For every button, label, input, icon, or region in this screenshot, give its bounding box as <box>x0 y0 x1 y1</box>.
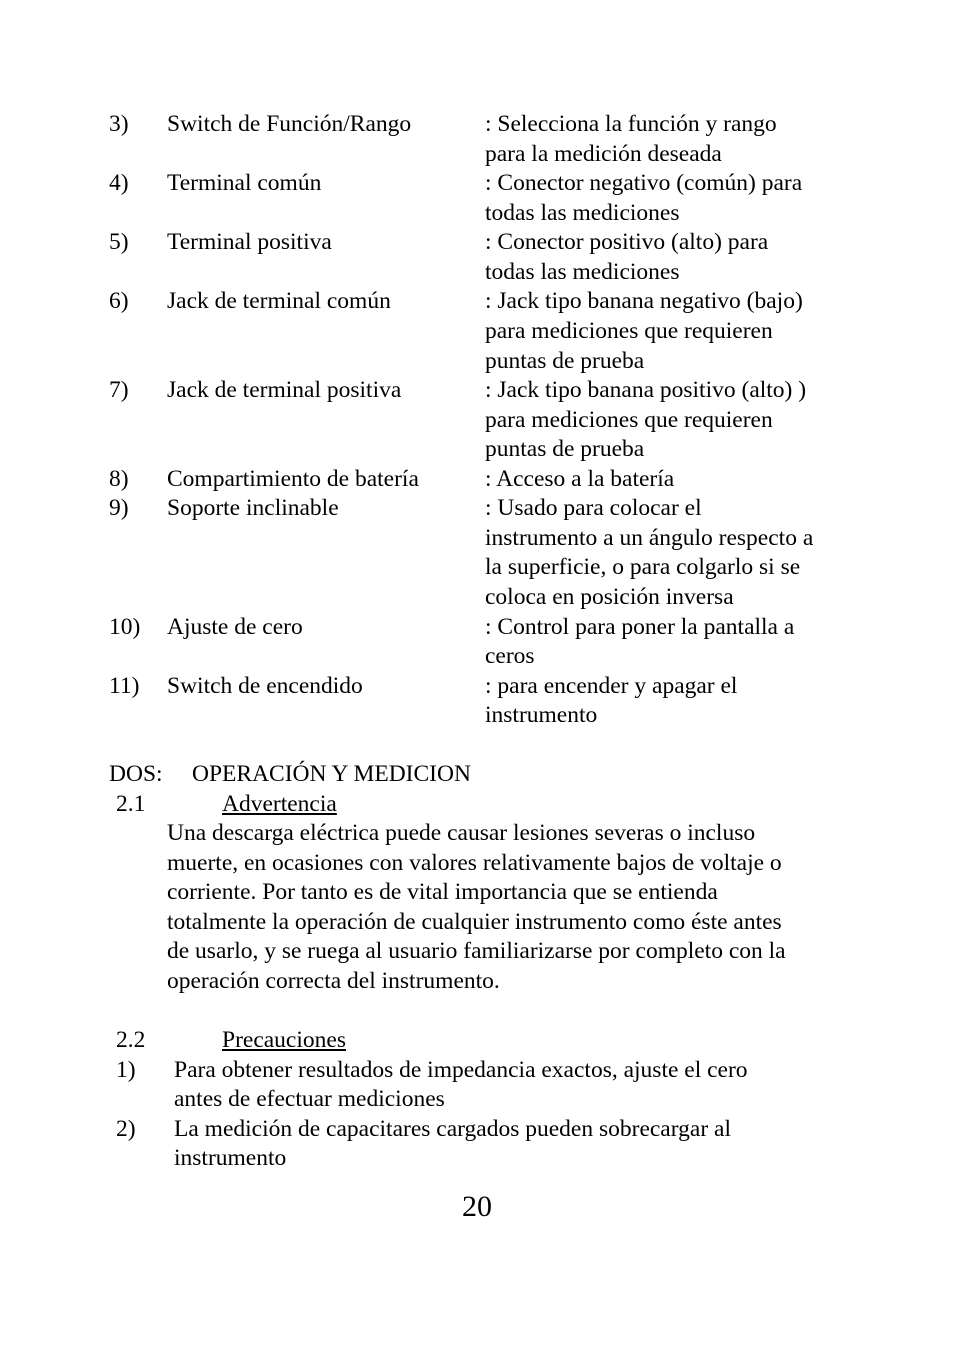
item-description: para mediciones que requieren <box>485 407 773 433</box>
item-number: 10) <box>109 614 141 640</box>
item-description: instrumento a un ángulo respecto a <box>485 525 814 551</box>
item-description: : Jack tipo banana positivo (alto) ) <box>485 377 807 403</box>
item-description: todas las mediciones <box>485 259 680 285</box>
item-description: la superficie, o para colgarlo si se <box>485 554 801 580</box>
page-number: 20 <box>462 1190 492 1223</box>
subsection-title: Precauciones <box>222 1027 346 1053</box>
item-number: 4) <box>109 170 129 196</box>
subsection-title: Advertencia <box>222 791 337 817</box>
item-number: 8) <box>109 466 129 492</box>
item-number: 6) <box>109 288 129 314</box>
section-title: OPERACIÓN Y MEDICION <box>192 761 471 787</box>
paragraph-line: operación correcta del instrumento. <box>167 968 500 994</box>
item-description: : Selecciona la función y rango <box>485 111 777 137</box>
item-term: Soporte inclinable <box>167 495 339 521</box>
item-description: puntas de prueba <box>485 348 645 374</box>
item-description: : Control para poner la pantalla a <box>485 614 795 640</box>
item-term: Ajuste de cero <box>167 614 303 640</box>
subsection-number: 2.2 <box>116 1027 146 1053</box>
item-description: : Conector positivo (alto) para <box>485 229 769 255</box>
paragraph-line: muerte, en ocasiones con valores relativamente bajos de voltaje o <box>167 850 782 876</box>
item-term: Terminal común <box>167 170 322 196</box>
item-term: Jack de terminal común <box>167 288 391 314</box>
item-description: todas las mediciones <box>485 200 680 226</box>
precaution-text: instrumento <box>174 1145 287 1171</box>
item-description: para mediciones que requieren <box>485 318 773 344</box>
item-description: : para encender y apagar el <box>485 673 738 699</box>
item-term: Switch de encendido <box>167 673 363 699</box>
item-description: : Acceso a la batería <box>485 466 675 492</box>
paragraph-line: Una descarga eléctrica puede causar lesiones severas o incluso <box>167 820 756 846</box>
item-description: : Usado para colocar el <box>485 495 702 521</box>
item-term: Switch de Función/Rango <box>167 111 412 137</box>
paragraph-line: totalmente la operación de cualquier instrumento como éste antes <box>167 909 782 935</box>
item-term: Compartimiento de batería <box>167 466 419 492</box>
item-number: 3) <box>109 111 129 137</box>
item-description: instrumento <box>485 702 598 728</box>
subsection-number: 2.1 <box>116 791 146 817</box>
item-description: coloca en posición inversa <box>485 584 734 610</box>
precaution-number: 2) <box>116 1116 136 1142</box>
item-description: puntas de prueba <box>485 436 645 462</box>
item-description: ceros <box>485 643 535 669</box>
item-description: : Jack tipo banana negativo (bajo) <box>485 288 803 314</box>
item-number: 11) <box>109 673 140 699</box>
item-description: para la medición deseada <box>485 141 722 167</box>
item-number: 5) <box>109 229 129 255</box>
paragraph-line: de usarlo, y se ruega al usuario familiarizarse por completo con la <box>167 938 786 964</box>
item-number: 9) <box>109 495 129 521</box>
paragraph-line: corriente. Por tanto es de vital importancia que se entienda <box>167 879 718 905</box>
precaution-text: antes de efectuar mediciones <box>174 1086 445 1112</box>
precaution-text: Para obtener resultados de impedancia exactos, ajuste el cero <box>174 1057 748 1083</box>
item-term: Terminal positiva <box>167 229 332 255</box>
section-label: DOS: <box>109 761 163 787</box>
precaution-text: La medición de capacitares cargados pueden sobrecargar al <box>174 1116 731 1142</box>
precaution-number: 1) <box>116 1057 136 1083</box>
item-term: Jack de terminal positiva <box>167 377 402 403</box>
item-description: : Conector negativo (común) para <box>485 170 803 196</box>
item-number: 7) <box>109 377 129 403</box>
